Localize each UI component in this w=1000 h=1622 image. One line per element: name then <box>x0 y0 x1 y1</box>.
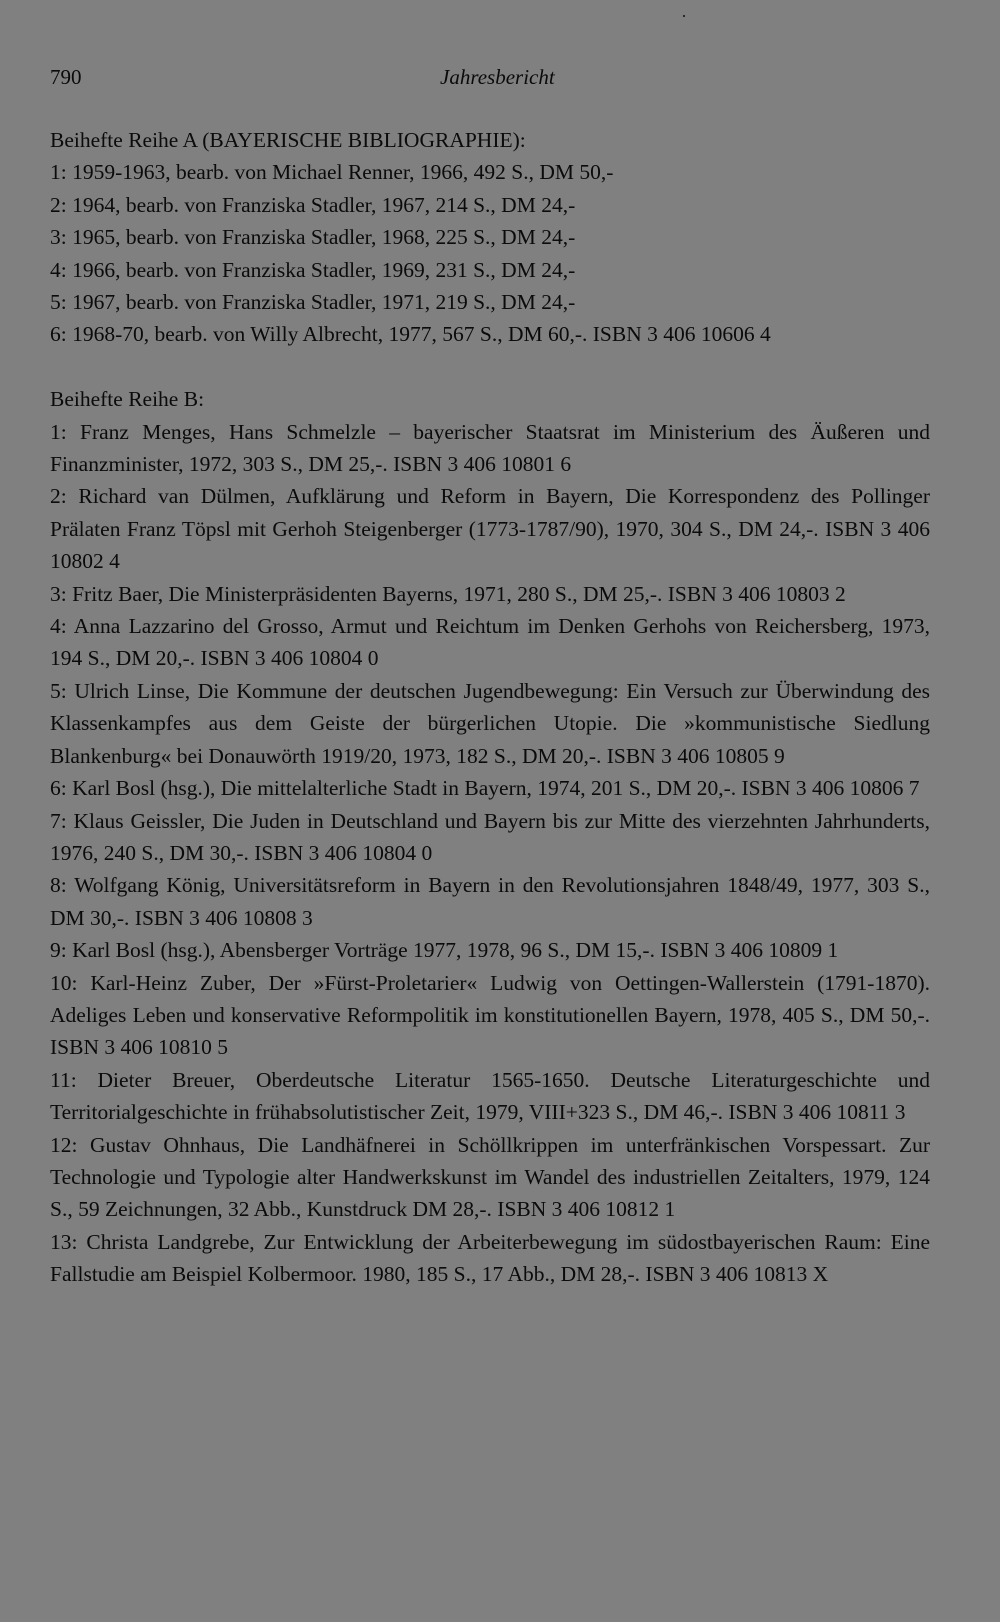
page-header <box>50 60 930 94</box>
series-a-entry: 5: 1967, bearb. von Franziska Stadler, 1971, 219 S., DM 24,- <box>50 290 576 315</box>
series-b-entry: 9: Karl Bosl (hsg.), Abensberger Vorträge 1977, 1978, 96 S., DM 15,-. ISBN 3 406 10809 1 <box>50 938 839 963</box>
series-a-entry: 3: 1965, bearb. von Franziska Stadler, 1968, 225 S., DM 24,- <box>50 225 576 250</box>
series-b-entry: 2: Richard van Dülmen, Aufklärung und Reform in Bayern, Die Korrespondenz des Pollinger Prälaten Franz Töpsl mit Gerhoh Steigenberger (1773-1787/90), 1970, 304 S., DM 24,-. ISBN 3 406 10802 4 <box>50 484 930 574</box>
series-b-entry: 10: Karl-Heinz Zuber, Der »Fürst-Proletarier« Ludwig von Oettingen-Wallerstein (1791-1870). Adeliges Leben und konservative Reformpolitik im konstitutionellen Bayern, 1978, 405 S., DM 50,-. ISBN 3 406 10810 5 <box>50 970 930 1060</box>
series-b-entry: 12: Gustav Ohnhaus, Die Landhäfnerei in Schöllkrippen im unterfränkischen Vorspessart. Zur Technologie und Typologie alter Handwerkskunst im Wandel des industriellen Zeitalters, 1979, 124 S., 59 Zeichnungen, 32 Abb., Kunstdruck DM 28,-. ISBN 3 406 10812 1 <box>50 1132 930 1222</box>
series-b-entry: 13: Christa Landgrebe, Zur Entwicklung der Arbeiterbewegung im südostbayerischen Raum: Eine Fallstudie am Beispiel Kolbermoor. 1980, 185 S., 17 Abb., DM 28,-. ISBN 3 406 10813 X <box>50 1229 930 1287</box>
series-a-entry: 6: 1968-70, bearb. von Willy Albrecht, 1977, 567 S., DM 60,-. ISBN 3 406 10606 4 <box>50 322 771 347</box>
series-b-section <box>50 383 930 1290</box>
running-head: Jahresbericht <box>440 65 555 89</box>
series-b-entry: 11: Dieter Breuer, Oberdeutsche Literatur 1565-1650. Deutsche Literaturgeschichte und Territorialgeschichte in frühabsolutistischer Zeit, 1979, VIII+323 S., DM 46,-. ISBN 3 406 10811 3 <box>50 1067 930 1125</box>
series-b-heading: Beihefte Reihe B: <box>50 387 205 412</box>
series-b-entry: 4: Anna Lazzarino del Grosso, Armut und Reichtum im Denken Gerhohs von Reichersberg, 1973, 194 S., DM 20,-. ISBN 3 406 10804 0 <box>50 614 930 671</box>
series-b-entry: 6: Karl Bosl (hsg.), Die mittelalterliche Stadt in Bayern, 1974, 201 S., DM 20,-. ISBN 3 406 10806 7 <box>50 776 920 801</box>
series-a-entry: 1: 1959-1963, bearb. von Michael Renner, 1966, 492 S., DM 50,- <box>50 160 614 185</box>
series-a-entry: 4: 1966, bearb. von Franziska Stadler, 1969, 231 S., DM 24,- <box>50 257 576 282</box>
series-a-entry: 2: 1964, bearb. von Franziska Stadler, 1967, 214 S., DM 24,- <box>50 192 576 217</box>
series-a-section <box>50 124 930 351</box>
series-b-entry: 3: Fritz Baer, Die Ministerpräsidenten Bayerns, 1971, 280 S., DM 25,-. ISBN 3 406 10803 2 <box>50 581 846 606</box>
series-b-entry: 8: Wolfgang König, Universitätsreform in Bayern in den Revolutionsjahren 1848/49, 1977, 303 S., DM 30,-. ISBN 3 406 10808 3 <box>50 873 930 930</box>
series-a-heading: Beihefte Reihe A (BAYERISCHE BIBLIOGRAPHIE): <box>50 128 526 152</box>
series-b-entry: 1: Franz Menges, Hans Schmelzle – bayerischer Staatsrat im Ministerium des Äußeren und Finanzminister, 1972, 303 S., DM 25,-. ISBN 3 406 10801 6 <box>50 419 930 477</box>
scan-speck <box>683 15 685 17</box>
page-number: 790 <box>50 65 82 89</box>
series-b-entry: 5: Ulrich Linse, Die Kommune der deutschen Jugendbewegung: Ein Versuch zur Überwindung des Klassenkampfes aus dem Geiste der bürgerlichen Utopie. Die »kommunistische Siedlung Blankenburg« bei Donauwörth 1919/20, 1973, 182 S., DM 20,-. ISBN 3 406 10805 9 <box>50 678 930 768</box>
series-b-entry: 7: Klaus Geissler, Die Juden in Deutschland und Bayern bis zur Mitte des vierzehnten Jahrhunderts, 1976, 240 S., DM 30,-. ISBN 3 406 10804 0 <box>50 808 930 865</box>
page-content <box>50 124 930 1291</box>
